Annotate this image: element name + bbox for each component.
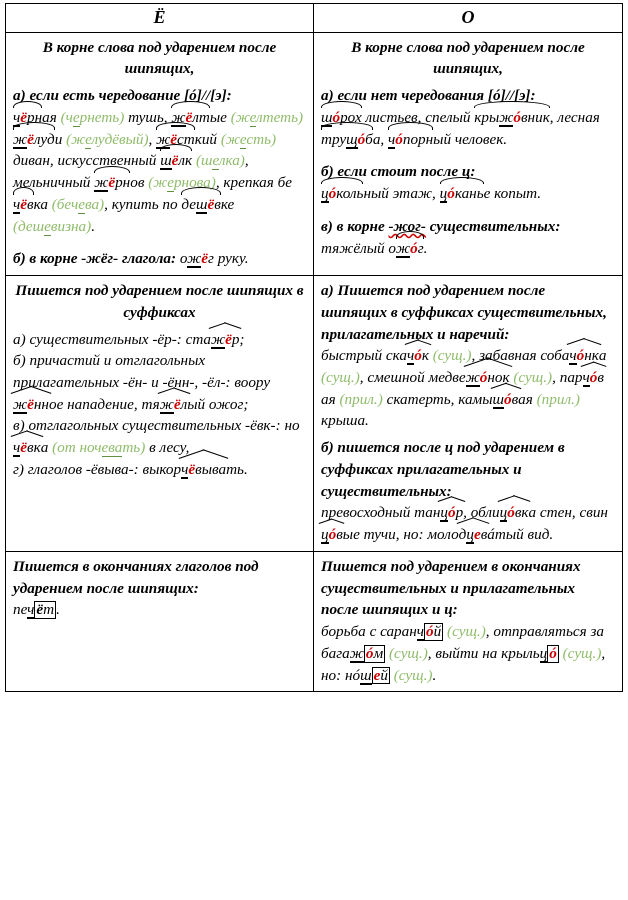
root-yo-heading: В корне слова под ударением после шипящих, bbox=[42, 38, 277, 78]
suffix-rule-o-cell bbox=[314, 276, 622, 551]
header-cell-o bbox=[314, 4, 622, 32]
ending-rule-o-cell bbox=[314, 552, 622, 691]
header-cell-yo bbox=[6, 4, 314, 32]
root-o-rule-c: в) в корне -жог- существительных: bbox=[321, 217, 561, 235]
root-rule-yo-cell bbox=[6, 33, 314, 275]
root-rule-o-cell bbox=[314, 33, 622, 275]
ending-yo-heading: Пишется в окончаниях глаголов под ударением после шипящих: bbox=[13, 557, 259, 597]
suffix-yo-rule-a: а) существительных -ёр-: стa жёр; bbox=[13, 329, 306, 351]
root-o-rule-a: а) если нет чередования [ó]//[э]: bbox=[321, 87, 536, 105]
table-row bbox=[6, 276, 622, 552]
header-label-o: О bbox=[461, 7, 475, 27]
suffix-o-examples-b: превосходный тан цóр, обли цóвка стен, свин цóвые тучи, но: моло дцевáтый вид. bbox=[321, 502, 615, 545]
ending-o-heading: Пишется под ударением в окончаниях существительных и прилагательных после шипящих и ц: bbox=[321, 557, 581, 619]
table-row bbox=[6, 552, 622, 691]
orthography-table bbox=[5, 3, 623, 692]
suffix-yo-rule-b: б) причастий и отглагольных прилагательных -ён- и -ённ-, -ёл-: воору жённое нападение, тя жёлый ожог; bbox=[13, 352, 271, 413]
ending-yo-examples: печ ёт . bbox=[13, 601, 60, 619]
suffix-o-rule-b-heading: б) пишется после ц под ударением в суффиксах прилагательных и существительных: bbox=[321, 439, 565, 500]
suffix-o-rule-a-heading: а) Пишется под ударением после шипящих в суффиксах существительных, прилагательных и наречий: bbox=[321, 282, 607, 343]
suffix-yo-rule-v: в) отглагольных существительных -ёвк-: но чёвка (от ночевать) в лесу, bbox=[13, 417, 300, 457]
header-label-yo: Ё bbox=[153, 7, 166, 27]
suffix-yo-heading: Пишется под ударением после шипящих в суффиксах bbox=[15, 282, 304, 321]
root-o-rule-b: б) если стоит после ц: bbox=[321, 163, 476, 181]
ending-o-examples: борьба с саранч óй (сущ.), отправляться за багаж óм (сущ.), выйти на крыльц ó (сущ.), но: нóш ей (сущ.). bbox=[321, 623, 606, 684]
table-header-row bbox=[6, 4, 622, 33]
ending-rule-yo-cell bbox=[6, 552, 314, 691]
table-row bbox=[6, 33, 622, 276]
root-yo-examples-a: чёрная (чернеть) тушь, жёлтые (желтеть) жёлуди (желудёвый), жёсткий (жесть) диван, искусственный шёлк (шелка), мельничный жёрнов (жернова), крепкая бе чёвка (бечева), купить по дешёвке (дешевизна). bbox=[13, 107, 306, 237]
root-o-examples-a: шóрох листьев, спелый крыжóвник, лесная трущóба, чóпорный человек. bbox=[321, 107, 615, 150]
root-o-examples-b: цóкольный этаж, цóканье копыт. bbox=[321, 183, 615, 205]
root-o-examples-c: тяжёлый о жóг. bbox=[321, 238, 615, 260]
suffix-rule-yo-cell bbox=[6, 276, 314, 551]
suffix-yo-rule-g: г) глаголов -ёвыва-: выкор чёвывать. bbox=[13, 459, 306, 481]
root-yo-rule-b: б) в корне -жёг- глагола: ожёг руку. bbox=[13, 250, 249, 268]
suffix-o-examples-a: быстрый ска чóк (сущ.), забавная соба чóнка (сущ.), смешной медве жóнок (сущ.), пар чóвая (прил.) скатерть, камы шóвая (прил.) крыша. bbox=[321, 345, 615, 432]
root-yo-rule-a: а) если есть чередование [ó]//[э]: bbox=[13, 87, 232, 105]
root-o-heading: В корне слова под ударением после шипящих, bbox=[351, 38, 585, 78]
